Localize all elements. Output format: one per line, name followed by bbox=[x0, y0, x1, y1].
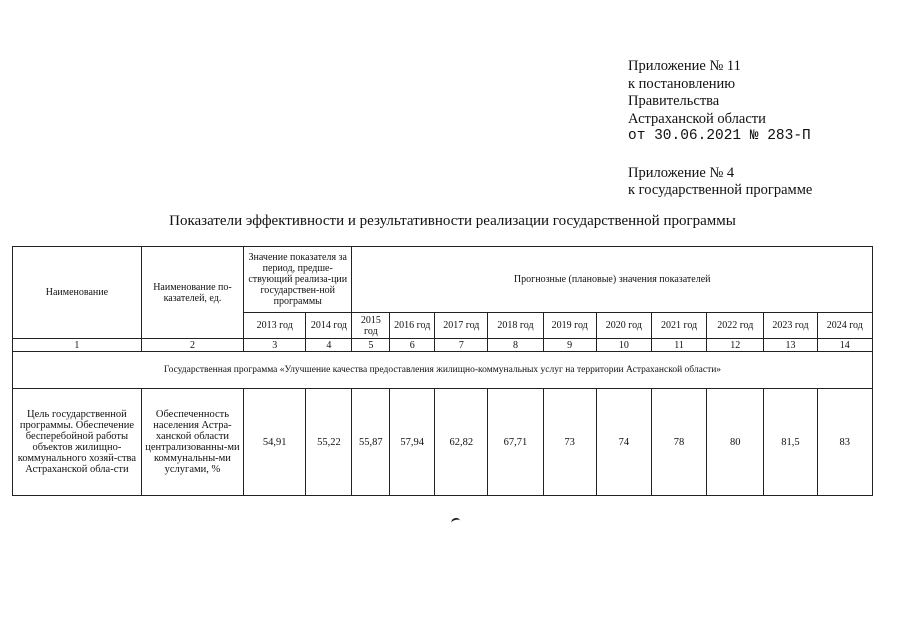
appendix-4-label: Приложение № 4 bbox=[628, 164, 735, 181]
appendix-11-label: Приложение № 11 bbox=[628, 58, 741, 74]
header-name: Наименование bbox=[13, 247, 142, 339]
column-number: 8 bbox=[488, 339, 543, 352]
year-cell: 2020 год bbox=[596, 313, 651, 339]
value-cell: 78 bbox=[651, 389, 706, 496]
to-program-label: к государственной программе bbox=[628, 182, 813, 198]
column-number: 4 bbox=[306, 339, 352, 352]
to-resolution-label: к постановлению bbox=[628, 75, 736, 92]
value-cell: 55,87 bbox=[352, 389, 390, 496]
document-header bbox=[628, 58, 812, 200]
header-forecast: Прогнозные (плановые) значения показателей bbox=[352, 247, 873, 313]
column-number: 3 bbox=[244, 339, 306, 352]
column-number: 12 bbox=[707, 339, 764, 352]
year-cell: 2013 год bbox=[244, 313, 306, 339]
value-cell: 80 bbox=[707, 389, 764, 496]
value-cell: 81,5 bbox=[764, 389, 817, 496]
header-row bbox=[13, 247, 873, 313]
year-cell: 2017 год bbox=[435, 313, 488, 339]
value-cell: 74 bbox=[596, 389, 651, 496]
column-number: 9 bbox=[543, 339, 596, 352]
value-cell: 67,71 bbox=[488, 389, 543, 496]
header-period: Значение показателя за период, предше-ствующий реализа-ции государствен-ной программы bbox=[244, 247, 352, 313]
date-number-line: от 30.06.2021 № 283-П bbox=[628, 128, 811, 144]
value-cell: 54,91 bbox=[244, 389, 306, 496]
column-number-row bbox=[13, 339, 873, 352]
value-cell: 57,94 bbox=[390, 389, 435, 496]
column-number: 14 bbox=[817, 339, 872, 352]
column-number: 6 bbox=[390, 339, 435, 352]
value-cell: 73 bbox=[543, 389, 596, 496]
scan-mark bbox=[451, 517, 461, 524]
government-label: Правительства bbox=[628, 93, 720, 109]
year-cell: 2015 год bbox=[352, 313, 390, 339]
program-title-cell: Государственная программа «Улучшение качества предоставления жилищно-коммунальных услуг на территории Астраханской области» bbox=[13, 352, 873, 389]
column-number: 13 bbox=[764, 339, 817, 352]
year-cell: 2016 год bbox=[390, 313, 435, 339]
indicator-name-cell: Обеспеченность населения Астра-ханской области централизованны-ми коммунальны-ми услугами, % bbox=[141, 389, 243, 496]
value-cell: 62,82 bbox=[435, 389, 488, 496]
column-number: 11 bbox=[651, 339, 706, 352]
year-cell: 2022 год bbox=[707, 313, 764, 339]
column-number: 5 bbox=[352, 339, 390, 352]
year-cell: 2018 год bbox=[488, 313, 543, 339]
indicators-table bbox=[12, 246, 873, 496]
year-cell: 2021 год bbox=[651, 313, 706, 339]
value-cell: 83 bbox=[817, 389, 872, 496]
year-cell: 2014 год bbox=[306, 313, 352, 339]
column-number: 10 bbox=[596, 339, 651, 352]
column-number: 7 bbox=[435, 339, 488, 352]
program-row bbox=[13, 352, 873, 389]
year-cell: 2023 год bbox=[764, 313, 817, 339]
goal-name-cell: Цель государственной программы. Обеспечение бесперебойной работы объектов жилищно-коммунального хозяй-ства Астраханской обла-сти bbox=[13, 389, 142, 496]
header-indicator: Наименование по-казателей, ед. bbox=[141, 247, 243, 339]
column-number: 2 bbox=[141, 339, 243, 352]
table-row bbox=[13, 389, 873, 496]
document-title: Показатели эффективности и результативности реализации государственной программы bbox=[169, 213, 736, 229]
year-cell: 2019 год bbox=[543, 313, 596, 339]
column-number: 1 bbox=[13, 339, 142, 352]
value-cell: 55,22 bbox=[306, 389, 352, 496]
region-label: Астраханской области bbox=[628, 110, 766, 127]
year-cell: 2024 год bbox=[817, 313, 872, 339]
